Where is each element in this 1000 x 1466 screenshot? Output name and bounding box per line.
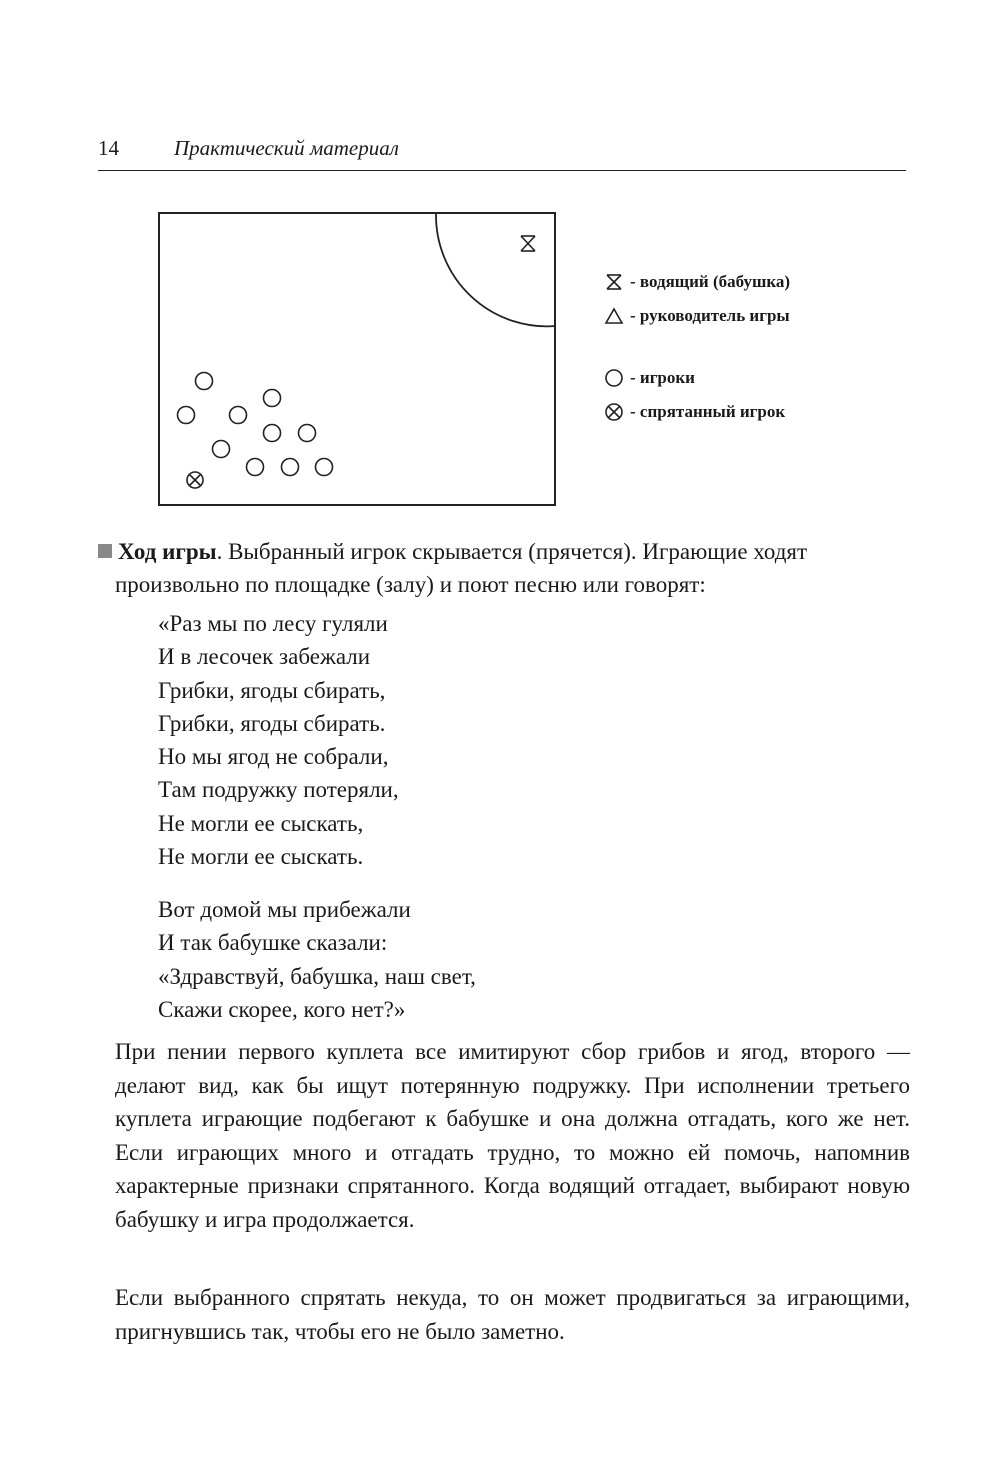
corner-arc: [436, 214, 556, 326]
poem-stanza-1: [158, 607, 399, 873]
hourglass-icon: [521, 236, 535, 251]
game-heading: Ход игры: [118, 539, 217, 564]
poem-line: И так бабушке сказали:: [158, 930, 388, 956]
poem-line: Там подружку потеряли,: [158, 777, 399, 803]
legend-item: [604, 368, 695, 388]
legend-item: [604, 402, 785, 422]
player-circle: [264, 425, 281, 442]
poem-line: Грибки, ягоды сбирать.: [158, 710, 386, 736]
player-circle: [282, 459, 299, 476]
crossed-circle-icon: [604, 402, 624, 422]
legend-item: [604, 306, 790, 326]
intro-line-1: [98, 535, 908, 568]
hidden-player-icon: [187, 472, 203, 488]
page-number: 14: [98, 136, 119, 160]
poem-line: Скажи скорее, кого нет?»: [158, 996, 406, 1022]
paragraph-1: При пении первого куплета все имитируют сбор грибов и ягод, второго — делают вид, как бы ищут потерянную подружку. При исполнении третьего куплета играющие подбегают к бабушке и она должна отгадать, кого же нет. Если играющих много и отгадать трудно, то можно ей помочь, напомнив характерные признаки спрятанного. Когда водящий отгадает, выбирают новую бабушку и игра продолжается.: [115, 1039, 910, 1232]
game-field-diagram: [158, 212, 556, 506]
poem-line: Но мы ягод не собрали,: [158, 744, 389, 770]
poem-line: «Раз мы по лесу гуляли: [158, 611, 388, 636]
game-intro: [98, 535, 908, 601]
paragraph-2: Если выбранного спрятать некуда, то он может продвигаться за играющими, пригнувшись так, чтобы его не было заметно.: [115, 1285, 910, 1344]
intro-line-2: произвольно по площадке (залу) и поют песню или говорят:: [115, 572, 706, 597]
page-header: [98, 136, 906, 171]
intro-text-1: . Выбранный игрок скрывается (прячется). Играющие ходят: [216, 539, 808, 564]
circle-icon: [604, 368, 624, 388]
poem-line: Грибки, ягоды сбирать,: [158, 677, 386, 703]
legend-item: [604, 272, 790, 292]
player-circle: [230, 407, 247, 424]
legend-label: - руководитель игры: [630, 306, 790, 325]
poem-stanza-2: [158, 893, 476, 1026]
player-circle: [247, 459, 264, 476]
poem-line: Не могли ее сыскать,: [158, 810, 364, 836]
legend-label: - водящий (бабушка): [630, 272, 791, 291]
player-circle: [316, 459, 333, 476]
running-title: Практический материал: [174, 136, 399, 160]
poem-line: Вот домой мы прибежали: [158, 897, 411, 922]
hourglass-icon: [604, 272, 624, 292]
player-circle: [213, 441, 230, 458]
player-circle: [264, 390, 281, 407]
legend-label: - спрятанный игрок: [630, 402, 786, 421]
player-circle: [178, 407, 195, 424]
poem-line: «Здравствуй, бабушка, наш свет,: [158, 963, 476, 989]
poem-line: И в лесочек забежали: [158, 644, 371, 670]
poem-line: Не могли ее сыскать.: [158, 844, 364, 870]
triangle-icon: [604, 306, 624, 326]
player-circle: [196, 373, 213, 390]
square-bullet-icon: [98, 544, 112, 558]
player-circle: [299, 425, 316, 442]
legend-label: - игроки: [630, 368, 695, 387]
